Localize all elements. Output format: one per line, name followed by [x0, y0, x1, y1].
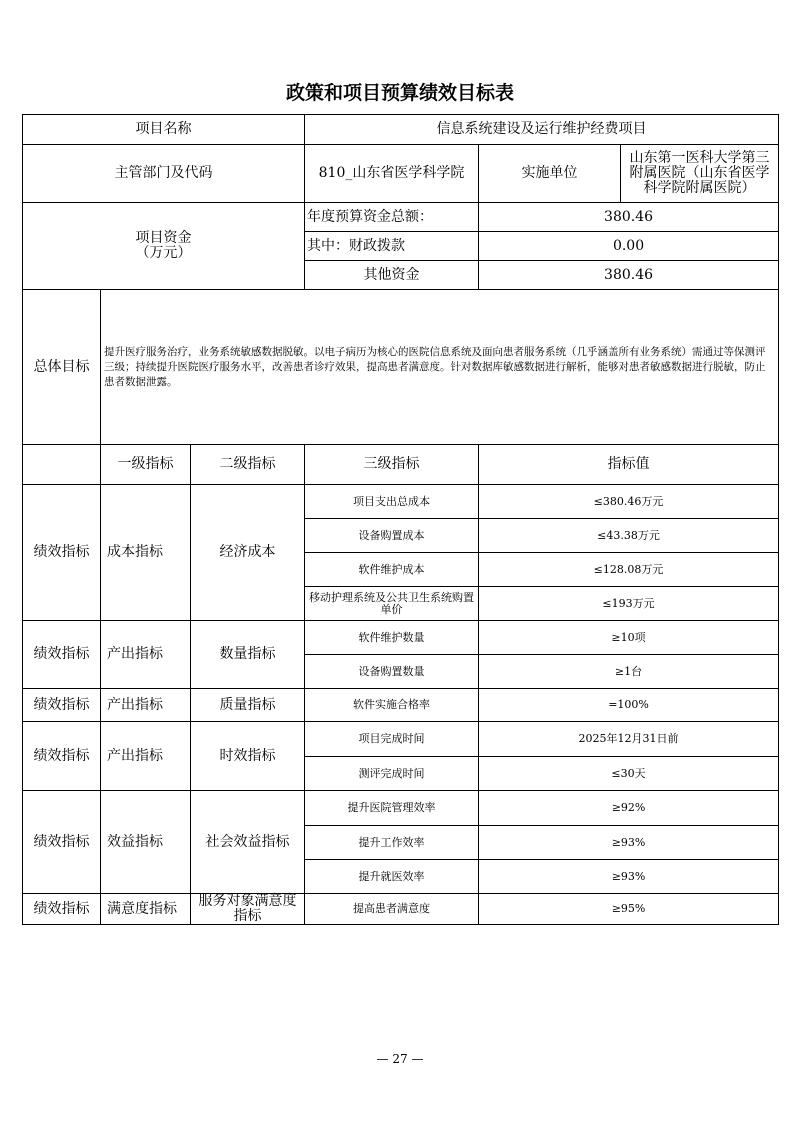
indicator-level3: 项目完成时间	[305, 722, 479, 757]
page-title: 政策和项目预算绩效目标表	[285, 82, 514, 104]
indicator-level1: 满意度指标	[101, 894, 191, 925]
indicator-level3: 项目支出总成本	[305, 485, 479, 519]
indicator-row	[23, 791, 779, 826]
project-name-value: 信息系统建设及运行维护经费项目	[305, 115, 779, 145]
indicator-value: =100%	[479, 689, 779, 722]
indicator-value: ≤193万元	[479, 587, 779, 621]
indicator-level3: 软件维护数量	[305, 621, 479, 655]
indicator-level3: 提高患者满意度	[305, 894, 479, 925]
dept-value: 810_山东省医学科学院	[305, 145, 479, 203]
indicator-value: 2025年12月31日前	[479, 722, 779, 757]
project-name-label: 项目名称	[23, 115, 305, 145]
indicator-level1: 产出指标	[101, 722, 191, 791]
impl-unit-value: 山东第一医科大学第三附属医院（山东省医学科学院附属医院）	[621, 145, 779, 203]
indicator-level2: 经济成本	[191, 485, 305, 621]
indicator-level1: 产出指标	[101, 621, 191, 689]
indicator-category: 绩效指标	[23, 791, 101, 894]
indicator-level1: 成本指标	[101, 485, 191, 621]
indicator-value: ≤380.46万元	[479, 485, 779, 519]
indicator-category: 绩效指标	[23, 894, 101, 925]
indicator-level3: 提升工作效率	[305, 826, 479, 860]
indicator-category: 绩效指标	[23, 722, 101, 791]
indicator-level2: 时效指标	[191, 722, 305, 791]
indicator-category: 绩效指标	[23, 621, 101, 689]
indicator-level2: 数量指标	[191, 621, 305, 689]
funds-total-label: 年度预算资金总额：	[305, 203, 479, 232]
indicator-row	[23, 621, 779, 655]
indicator-header-value: 指标值	[479, 445, 779, 485]
indicator-level3: 测评完成时间	[305, 757, 479, 791]
indicator-level2: 社会效益指标	[191, 791, 305, 894]
indicator-level3: 提升就医效率	[305, 860, 479, 894]
indicator-value: ≥10项	[479, 621, 779, 655]
indicator-value: ≥93%	[479, 826, 779, 860]
indicator-row	[23, 485, 779, 519]
funds-label-line1: 项目资金	[135, 230, 192, 246]
indicator-header-l3: 三级指标	[305, 445, 479, 485]
indicator-value: ≥1台	[479, 655, 779, 689]
funds-fiscal-value: 0.00	[479, 232, 779, 261]
indicator-level3: 提升医院管理效率	[305, 791, 479, 826]
funds-total-value: 380.46	[479, 203, 779, 232]
indicator-value: ≥92%	[479, 791, 779, 826]
indicator-row	[23, 689, 779, 722]
indicator-category: 绩效指标	[23, 485, 101, 621]
indicator-level1: 效益指标	[101, 791, 191, 894]
indicator-value: ≤43.38万元	[479, 519, 779, 553]
page-number: — 27 —	[376, 1052, 424, 1066]
funds-other-value: 380.46	[479, 261, 779, 290]
indicator-value: ≤128.08万元	[479, 553, 779, 587]
indicator-value: ≥95%	[479, 894, 779, 925]
impl-unit-label: 实施单位	[479, 145, 621, 203]
indicator-value: ≥93%	[479, 860, 779, 894]
indicator-header-blank	[23, 445, 101, 485]
indicator-value: ≤30天	[479, 757, 779, 791]
goal-label: 总体目标	[23, 290, 101, 445]
dept-label: 主管部门及代码	[23, 145, 305, 203]
funds-label	[23, 203, 305, 290]
indicator-header-l1: 一级指标	[101, 445, 191, 485]
goal-text: 提升医疗服务治疗，业务系统敏感数据脱敏。以电子病历为核心的医院信息系统及面向患者服务系统（几乎涵盖所有业务系统）需通过等保测评三级；持续提升医院医疗服务水平，改善患者诊疗效果，提高患者满意度。针对数据库敏感数据进行解析，能够对患者敏感数据进行脱敏，防止患者数据泄露。	[101, 290, 779, 445]
funds-fiscal-label: 其中：财政拨款	[305, 232, 479, 261]
funds-other-label: 其他资金	[305, 261, 479, 290]
performance-target-table	[22, 114, 779, 925]
indicator-level3: 软件维护成本	[305, 553, 479, 587]
funds-label-line2: （万元）	[135, 245, 192, 261]
indicator-level1: 产出指标	[101, 689, 191, 722]
indicator-level3: 移动护理系统及公共卫生系统购置单价	[305, 587, 479, 621]
indicator-level3: 设备购置成本	[305, 519, 479, 553]
indicator-level3: 软件实施合格率	[305, 689, 479, 722]
indicator-category: 绩效指标	[23, 689, 101, 722]
indicator-row	[23, 894, 779, 925]
indicator-level3: 设备购置数量	[305, 655, 479, 689]
indicator-level2: 质量指标	[191, 689, 305, 722]
indicator-row	[23, 722, 779, 757]
indicator-header-l2: 二级指标	[191, 445, 305, 485]
indicator-level2: 服务对象满意度指标	[191, 894, 305, 925]
